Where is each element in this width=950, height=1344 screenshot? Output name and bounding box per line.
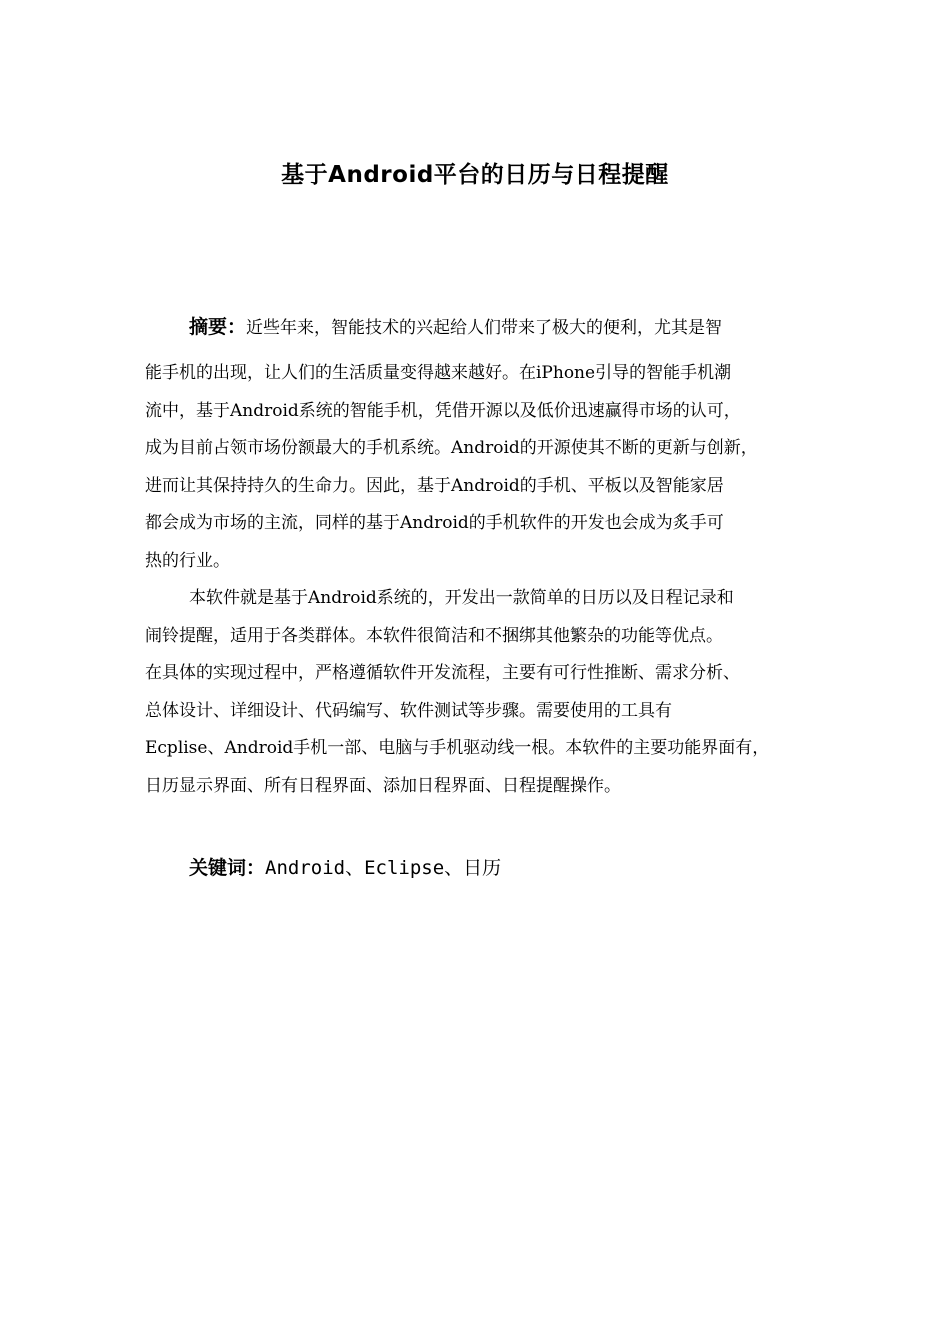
abstract-text-line: 都会成为市场的主流，同样的基于Android的手机软件的开发也会成为炙手可 [145, 513, 724, 533]
abstract-first-line [145, 309, 820, 355]
abstract-label: 摘要： [189, 316, 247, 338]
keywords-label: 关键词： [189, 857, 266, 879]
abstract-text-line: 进而让其保持持久的生命力。因此，基于Android的手机、平板以及智能家居 [145, 475, 724, 496]
document-title: 基于Android平台的日历与日程提醒 [281, 162, 669, 188]
abstract-text-line: 能手机的出现，让人们的生活质量变得越来越好。在iPhone引导的智能手机潮 [145, 363, 732, 383]
abstract-text-line: 在具体的实现过程中，严格遵循软件开发流程，主要有可行性推断、需求分析、 [145, 663, 740, 683]
abstract-text-line: 闹铃提醒，适用于各类群体。本软件很简洁和不捆绑其他繁杂的功能等优点。 [145, 625, 723, 646]
abstract-section [145, 309, 820, 805]
abstract-text-line: 热的行业。 [145, 550, 230, 571]
abstract-text-line: 成为目前占领市场份额最大的手机系统。Android的开源使其不断的更新与创新， [145, 438, 758, 458]
abstract-text-line: 本软件就是基于Android系统的，开发出一款简单的日历以及日程记录和 [189, 588, 734, 608]
abstract-text-line: 日历显示界面、所有日程界面、添加日程界面、日程提醒操作。 [145, 775, 621, 796]
keywords-text: Android、Eclipse、日历 [265, 857, 502, 879]
abstract-text-line: 流中，基于Android系统的智能手机，凭借开源以及低价迅速赢得市场的认可， [145, 400, 741, 421]
keywords-line [189, 851, 501, 885]
abstract-text-line: Ecplise、Android手机一部、电脑与手机驱动线一根。本软件的主要功能界面有， [145, 738, 770, 758]
abstract-text-line: 总体设计、详细设计、代码编写、软件测试等步骤。需要使用的工具有 [145, 700, 672, 721]
abstract-text-line: 近些年来，智能技术的兴起给人们带来了极大的便利，尤其是智 [246, 318, 723, 338]
